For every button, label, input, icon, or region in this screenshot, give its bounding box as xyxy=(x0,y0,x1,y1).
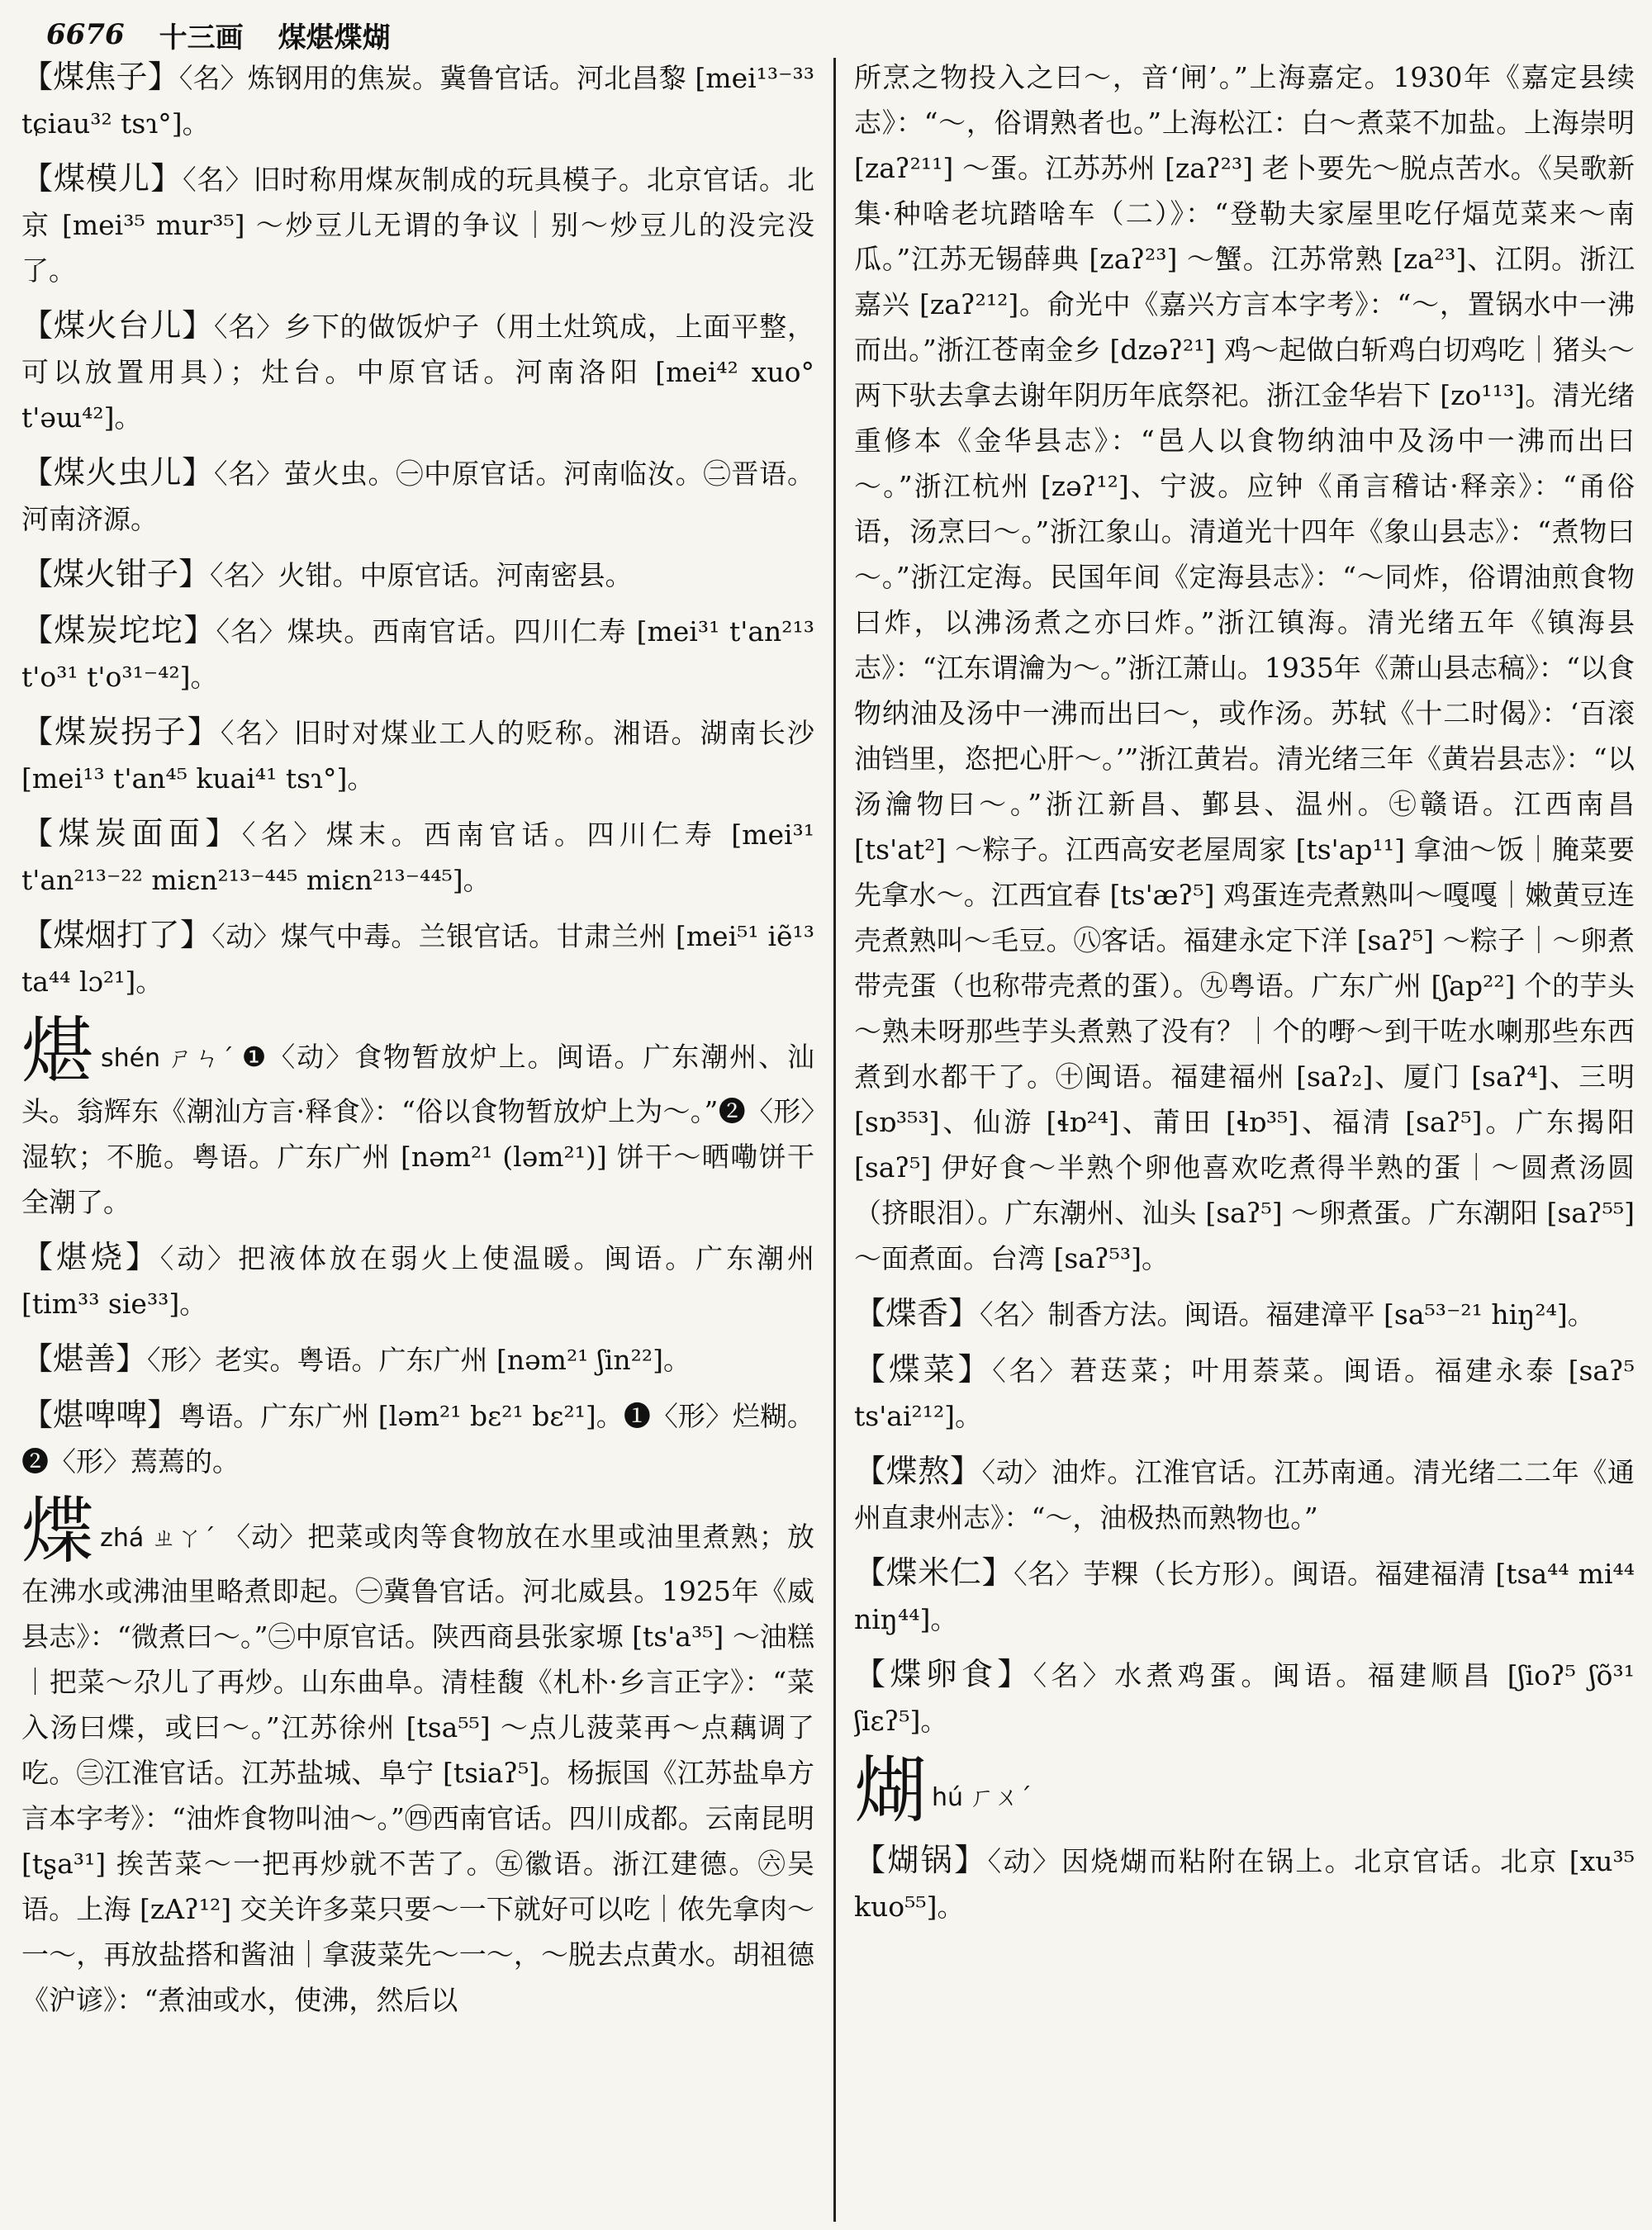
entry-headword: 【煠熬】 xyxy=(854,1453,982,1489)
entry-headword: 【煤烟打了】 xyxy=(21,917,212,953)
bopomofo-reading: ㄏㄨˊ xyxy=(970,1783,1032,1812)
entry-definition: 〈动〉因烧煳而粘附在锅上。北京官话。北京 [xu³⁵ kuo⁵⁵]。 xyxy=(854,1845,1635,1923)
dictionary-entry xyxy=(21,552,814,598)
entry-headword: 【煳锅】 xyxy=(854,1842,988,1878)
radical-label: 十三画 xyxy=(159,21,244,55)
entry-definition: 〈名〉旧时对煤业工人的贬称。湘语。湖南长沙 [mei¹³ t'an⁴⁵ kuai⁴¹ tsɿ°]。 xyxy=(21,717,814,795)
column-divider xyxy=(833,58,836,2222)
dictionary-entry xyxy=(854,1291,1635,1337)
entry-headword: 【煤炭面面】 xyxy=(21,815,242,852)
entry-definition: 〈动〉油炸。江淮官话。江苏南通。清光绪二二年《通州直隶州志》：“～，油极热而熟物也。” xyxy=(854,1456,1635,1534)
pinyin-reading: hú xyxy=(932,1783,964,1812)
dictionary-entry xyxy=(21,1336,814,1383)
dictionary-entry xyxy=(21,450,814,542)
entry-definition: 〈名〉萤火虫。㊀中原官话。河南临汝。㊁晋语。河南济源。 xyxy=(21,458,814,535)
entry-headword: 【煤模儿】 xyxy=(21,160,183,197)
left-column xyxy=(21,55,814,2218)
entry-definition: 〈动〉把菜或肉等食物放在水里或油里煮熟；放在沸水或沸油里略煮即起。㊀冀鲁官话。河北威县。1925年《威县志》：“微煮曰～。”㊁中原官话。陕西商县张家塬 [ts'a³⁵] ～油糕｜把菜～尕儿了再炒。山东曲阜。清桂馥《札朴·乡言正字》：“菜入汤曰煠，或曰～。”江苏徐州 [tsa⁵⁵] ～点儿菠菜再～点藕调了吃。㊂江淮官话。江苏盐城、阜宁 [tsiaʔ⁵]。杨振国《江苏盐阜方言本字考》：“油炸食物叫油～。”㊃西南官话。四川成都。云南昆明 [tʂa³¹] 挨苦菜～一把再炒就不苦了。㊄徽语。浙江建德。㊅吴语。上海 [zAʔ¹²] 交关许多菜只要～一下就好可以吃｜侬先拿肉～一～，再放盐搭和酱油｜拿菠菜先～一～，～脱去点黄水。胡祖德《沪谚》：“煮油或水，使沸，然后以 xyxy=(21,1521,814,2016)
entry-headword: 【煠香】 xyxy=(854,1295,980,1331)
dictionary-entry xyxy=(854,1449,1635,1540)
dictionary-entry xyxy=(21,811,814,903)
dictionary-entry xyxy=(21,709,814,801)
entry-headword: 【煠菜】 xyxy=(854,1351,993,1388)
dictionary-entry xyxy=(21,156,814,293)
entry-headword: 【煤焦子】 xyxy=(21,59,179,95)
dictionary-entry xyxy=(854,1550,1635,1642)
dictionary-entry xyxy=(21,303,814,440)
page-header xyxy=(46,13,1616,56)
pinyin-reading: shén xyxy=(100,1044,161,1073)
entry-definition: 〈名〉火钳。中原官话。河南密县。 xyxy=(210,559,633,591)
dictionary-entry xyxy=(21,913,814,1004)
entry-definition: 〈名〉炼钢用的焦炭。冀鲁官话。河北昌黎 [mei¹³⁻³³ tɕiau³² tsɿ°]。 xyxy=(21,62,814,140)
dictionary-entry xyxy=(854,1838,1635,1929)
entry-headword: 【煤火钳子】 xyxy=(21,556,211,592)
entry-definition: 〈名〉旧时称用煤灰制成的玩具模子。北京官话。北京 [mei³⁵ mur³⁵] ～炒豆儿无谓的争议｜别～炒豆儿的没完没了。 xyxy=(21,164,814,287)
dictionary-entry xyxy=(854,55,1635,1281)
entry-definition: 〈形〉老实。粤语。广东广州 [nəm²¹ ʃin²²]。 xyxy=(147,1344,691,1376)
dictionary-entry xyxy=(21,1393,814,1484)
dictionary-entry xyxy=(854,1347,1635,1439)
entry-definition: 〈动〉煤气中毒。兰银官话。甘肃兰州 [mei⁵¹ iẽ¹³ ta⁴⁴ lɔ²¹]。 xyxy=(21,920,814,998)
entry-headword: 【煁烧】 xyxy=(21,1239,160,1275)
entry-definition: 〈名〉煤末。西南官话。四川仁寿 [mei³¹ t'an²¹³⁻²² miɛn²¹³⁻⁴⁴⁵ miɛn²¹³⁻⁴⁴⁵]。 xyxy=(21,818,814,896)
dictionary-entry xyxy=(21,608,814,700)
entry-definition: 〈名〉水煮鸡蛋。闽语。福建顺昌 [ʃioʔ⁵ ʃõ³¹ ʃiɛʔ⁵]。 xyxy=(854,1659,1635,1737)
main-entry xyxy=(21,1488,814,2023)
bopomofo-reading: ㄓㄚˊ xyxy=(150,1524,216,1553)
entry-continuation: 所烹之物投入之曰～，音‘闸’。”上海嘉定。1930年《嘉定县续志》：“～，俗谓熟者也。”上海松江：白～煮菜不加盐。上海崇明 [zaʔ²¹¹] ～蛋。江苏苏州 [zaʔ²³] 老卜要先～脱点苦水。《吴歌新集·种啥老坑踏啥车（二）》：“登勒夫家屋里吃仔煏苋菜来～南瓜。”江苏无锡薛典 [zaʔ²³] ～蟹。江苏常熟 [za²³]、江阴。浙江嘉兴 [zaʔ²¹²]。俞光中《嘉兴方言本字考》：“～，置锅水中一沸而出。”浙江苍南金乡 [dzəʔ²¹] 鸡～起做白斩鸡白切鸡吃｜猪头～两下驮去拿去谢年阴历年底祭祀。浙江金华岩下 [zo¹¹³]。清光绪重修本《金华县志》：“邑人以食物纳油中及汤中一沸而出曰～。”浙江杭州 [zəʔ¹²]、宁波。应钟《甬言稽诂·释亲》：“甬俗语，汤烹曰～。”浙江象山。清道光十四年《象山县志》：“煮物曰～。”浙江定海。民国年间《定海县志》：“～同炸，俗谓油煎食物曰炸，以沸汤煮之亦曰炸。”浙江镇海。清光绪五年《镇海县志》：“江东谓瀹为～。”浙江萧山。1935年《萧山县志稿》：“以食物纳油及汤中一沸而出曰～，或作汤。苏轼《十二时偈》：‘百滚油铛里，恣把心肝～。’”浙江黄岩。清光绪三年《黄岩县志》：“以汤瀹物曰～。”浙江新昌、鄞县、温州。㊆赣语。江西南昌 [ts'at²] ～粽子。江西高安老屋周家 [ts'ap¹¹] 拿油～饭｜腌菜要先拿水～。江西宜春 [ts'æʔ⁵] 鸡蛋连壳煮熟叫～嘎嘎｜嫩黄豆连壳煮熟叫～毛豆。㊇客话。福建永定下洋 [saʔ⁵] ～粽子｜～卵煮带壳蛋（也称带壳煮的蛋）。㊈粤语。广东广州 [ʃap²²] 个的芋头～熟未呀那些芋头煮熟了没有？｜个的嘢～到干咗水喇那些东西煮到水都干了。㊉闽语。福建福州 [saʔ₂]、厦门 [saʔ⁴]、三明 [sɒ³⁵³]、仙游 [ɬɒ²⁴]、莆田 [ɬɒ³⁵]、福清 [saʔ⁵]。广东揭阳 [saʔ⁵] 伊好食～半熟个卵他喜欢吃煮得半熟的蛋｜～圆煮汤圆（挤眼泪）。广东潮州、汕头 [saʔ⁵] ～卵煮蛋。广东潮阳 [saʔ⁵⁵] ～面煮面。台湾 [saʔ⁵³]。 xyxy=(854,61,1635,1274)
page-number: 6676 xyxy=(46,18,125,51)
entry-definition: 〈名〉制香方法。闽语。福建漳平 [sa⁵³⁻²¹ hiŋ²⁴]。 xyxy=(980,1298,1595,1331)
entry-definition: 粤语。广东广州 [ləm²¹ bɛ²¹ bɛ²¹]。❶〈形〉烂糊。❷〈形〉蔫蔫的。 xyxy=(21,1400,814,1478)
entry-headword: 【煤炭拐子】 xyxy=(21,714,221,750)
right-column xyxy=(854,55,1635,2218)
entry-headword: 【煁啤啤】 xyxy=(21,1397,179,1433)
entry-definition: 〈名〉煤块。西南官话。四川仁寿 [mei³¹ t'an²¹³ t'o³¹ t'o³¹⁻⁴²]。 xyxy=(21,615,814,693)
entry-definition: 〈动〉把液体放在弱火上使温暖。闽语。广东潮州 [tim³³ sie³³]。 xyxy=(21,1242,814,1320)
entry-definition: 〈名〉芋粿（长方形）。闽语。福建福清 [tsa⁴⁴ mi⁴⁴ niŋ⁴⁴]。 xyxy=(854,1558,1635,1635)
entry-headword: 【煁善】 xyxy=(21,1340,148,1377)
dictionary-entry xyxy=(21,1235,814,1326)
entry-definition: ❶〈动〉食物暂放炉上。闽语。广东潮州、汕头。翁辉东《潮汕方言·释食》：“俗以食物暂放炉上为～。”❷〈形〉湿软；不脆。粤语。广东广州 [nəm²¹ (ləm²¹)] 饼干～晒嘞饼干全潮了。 xyxy=(21,1041,814,1218)
entry-headword: 【煤火虫儿】 xyxy=(21,454,214,491)
entry-headword: 【煠卵食】 xyxy=(854,1656,1033,1692)
entry-headword: 【煤炭坨坨】 xyxy=(21,612,216,648)
head-character: 煁 xyxy=(21,1008,96,1094)
header-chars: 煤煁煠煳 xyxy=(278,21,391,55)
pinyin-reading: zhá xyxy=(100,1524,145,1553)
dictionary-entry xyxy=(21,55,814,146)
entry-headword: 【煠米仁】 xyxy=(854,1554,1014,1591)
entry-definition: 〈名〉莙荙菜；叶用萘菜。闽语。福建永泰 [saʔ⁵ ts'ai²¹²]。 xyxy=(854,1355,1635,1432)
main-entry xyxy=(854,1748,1635,1833)
entry-headword: 【煤火台儿】 xyxy=(21,307,214,344)
head-character: 煠 xyxy=(21,1488,96,1573)
entry-definition: 〈名〉乡下的做饭炉子（用土灶筑成，上面平整，可以放置用具）；灶台。中原官话。河南洛阳 [mei⁴² xuo° t'əɯ⁴²]。 xyxy=(21,311,814,434)
head-character: 煳 xyxy=(854,1748,928,1833)
dictionary-entry xyxy=(854,1652,1635,1744)
main-entry xyxy=(21,1008,814,1225)
bopomofo-reading: ㄕㄣˊ xyxy=(167,1044,235,1073)
